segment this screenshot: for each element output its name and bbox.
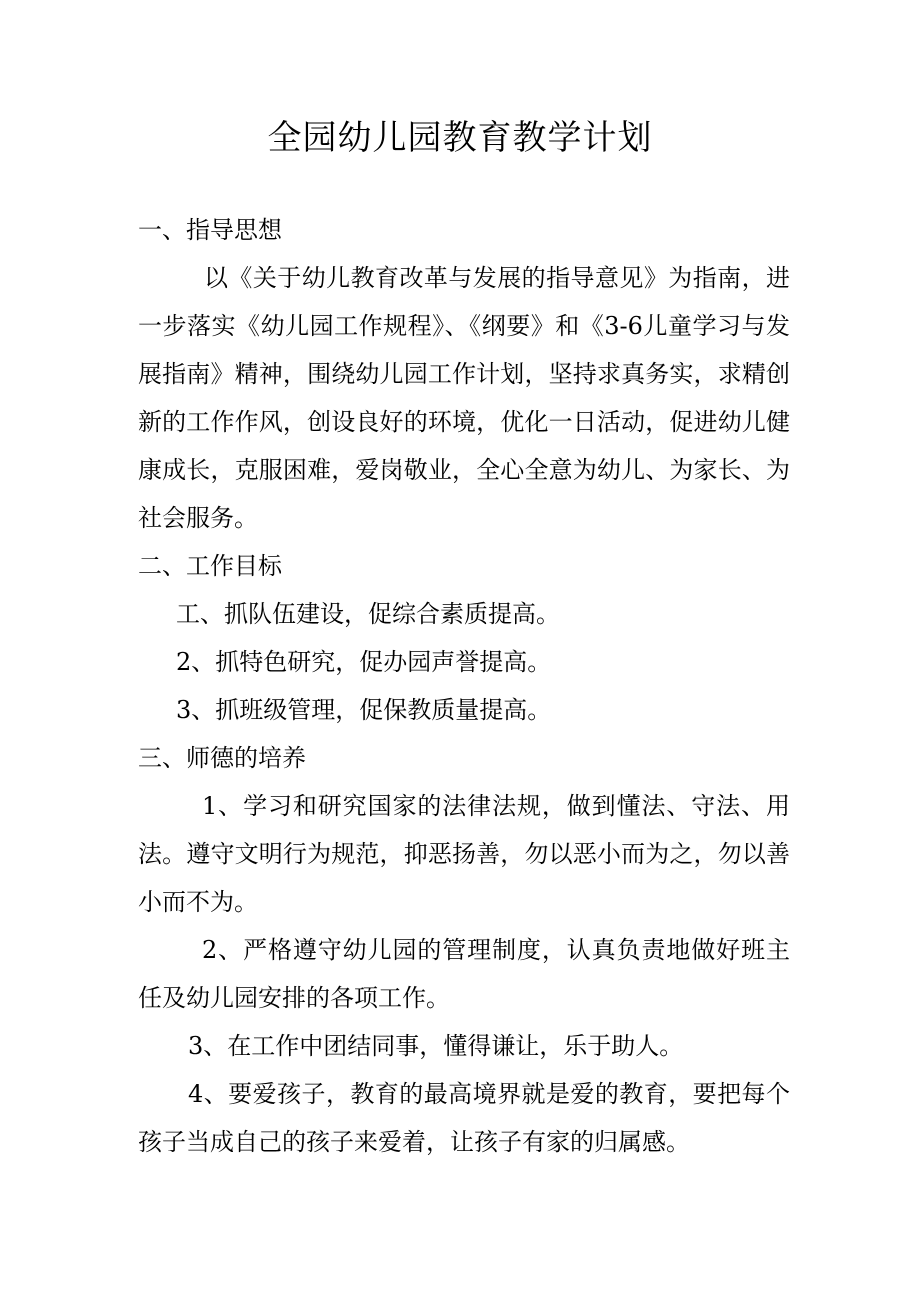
paragraph-ethics-4: 4、要爱孩子，教育的最高境界就是爱的教育，要把每个孩子当成自己的孩子来爱着，让孩子有家的归属感。	[138, 1080, 790, 1156]
section-heading-guiding-ideology: 一、指导思想	[138, 216, 282, 244]
document-body	[138, 206, 790, 1166]
paragraph-ethics-2: 2、严格遵守幼儿园的管理制度，认真负责地做好班主任及幼儿园安排的各项工作。	[138, 936, 790, 1012]
list-item-goal-3: 3、抓班级管理，促保教质量提高。	[176, 696, 552, 724]
list-item-goal-1: 工、抓队伍建设，促综合素质提高。	[176, 600, 560, 628]
page-title: 全园幼儿园教育教学计划	[267, 118, 653, 158]
section-heading-ethics: 三、师德的培养	[138, 744, 306, 772]
list-item-goal-2: 2、抓特色研究，促办园声誉提高。	[176, 648, 552, 676]
section-heading-work-goals: 二、工作目标	[138, 552, 282, 580]
paragraph-ethics-3: 3、在工作中团结同事，懂得谦让，乐于助人。	[188, 1032, 684, 1060]
paragraph-guiding-ideology: 以《关于幼儿教育改革与发展的指导意见》为指南，进一步落实《幼儿园工作规程》、《纲要》和《3-6儿童学习与发展指南》精神，围绕幼儿园工作计划，坚持求真务实，求精创新的工作作风，创设良好的环境，优化一日活动，促进幼儿健康成长，克服困难，爱岗敬业，全心全意为幼儿、为家长、为社会服务。	[138, 264, 790, 532]
paragraph-ethics-1: 1、学习和研究国家的法律法规，做到懂法、守法、用法。遵守文明行为规范，抑恶扬善，勿以恶小而为之，勿以善小而不为。	[138, 792, 790, 916]
